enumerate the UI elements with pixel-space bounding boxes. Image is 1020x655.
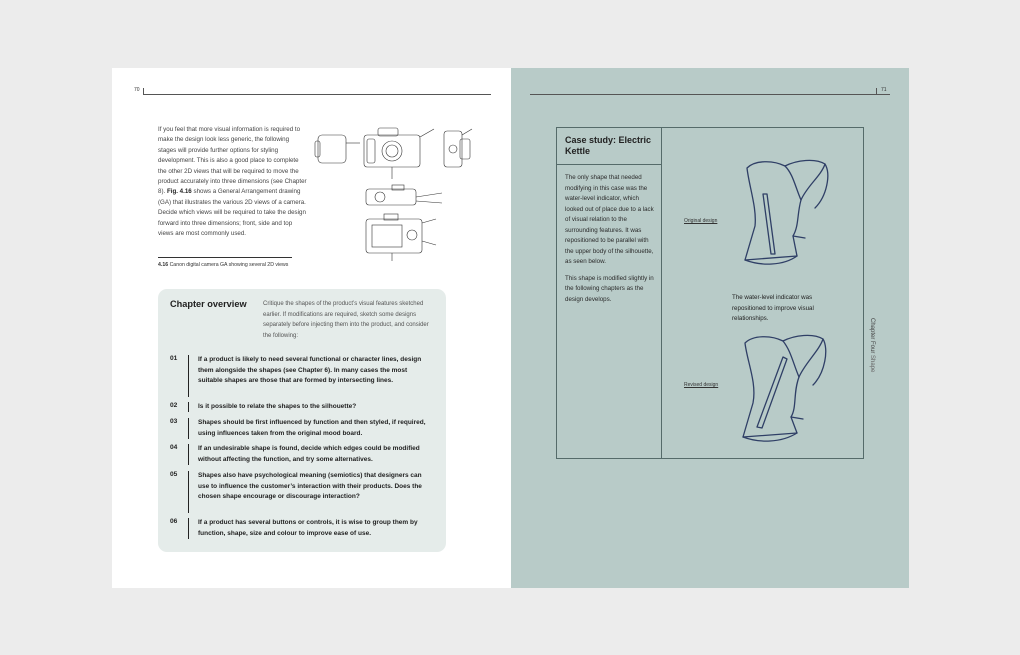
- chapter-overview-intro: Critique the shapes of the product’s visual features sketched earlier. If modifications are required, sketch some designs separately before injecting them into the product, and consider the following:: [263, 301, 429, 339]
- right-page: [511, 68, 909, 588]
- overview-item-number: 04: [170, 444, 178, 451]
- case-study-text: [565, 173, 655, 311]
- overview-item-number: 03: [170, 418, 178, 425]
- camera-front-view: [364, 135, 420, 167]
- overview-item-number: 01: [170, 355, 178, 362]
- chapter-overview-panel: [158, 289, 446, 552]
- caption-number: 4.16: [158, 262, 169, 268]
- body-text-part2: shows a General Arrangement drawing (GA) that illustrates the various 2D views of a camera. Decide which views will be required to take the design forward into three dimensions; front, side and top views are most commonly used.: [158, 188, 306, 238]
- overview-item-number: 02: [170, 402, 178, 409]
- overview-item-number: 05: [170, 471, 178, 478]
- page-number: 70: [134, 87, 140, 93]
- overview-item-text: If a product is likely to need several functional or character lines, design them alongside the shapes (see Chapter 6). In many cases the most suitable shapes are those that are formed by intersecting lines.: [198, 356, 422, 384]
- side-tab-topic: Shape: [869, 355, 875, 373]
- camera-ga-drawing: [312, 123, 497, 268]
- body-text-part1: If you feel that more visual information is required to make the design look less generic, the following stages will provide further options for styling development. This is also a good place to complete the other 2D views that will be required to move the product accurately into three dimensions (see Chapter 8).: [158, 126, 307, 196]
- overview-item-bar: [188, 355, 189, 397]
- left-page: [112, 68, 511, 588]
- side-tab-chapter: Chapter Four: [869, 318, 875, 354]
- overview-item-bar: [188, 418, 189, 439]
- body-paragraph: [158, 125, 308, 239]
- case-paragraph: This shape is modified slightly in the following chapters as the design develops.: [565, 274, 654, 303]
- header-rule: [530, 94, 890, 95]
- kettle-sketch-revised: [735, 331, 835, 449]
- page-number: 71: [881, 87, 887, 93]
- kettle-label-original: Original design: [684, 218, 718, 224]
- caption-text: Canon digital camera GA showing several 2D views: [169, 262, 289, 268]
- case-study-box: [556, 127, 864, 459]
- kettle-note: The water-level indicator was repositioned to improve visual relationships.: [732, 294, 814, 322]
- chapter-overview-title: Chapter overview: [170, 299, 247, 309]
- overview-item-bar: [188, 518, 189, 539]
- caption-rule: [158, 257, 292, 258]
- camera-back-view: [366, 219, 422, 253]
- camera-top-view: [366, 189, 416, 205]
- case-title-rule: [557, 164, 661, 165]
- camera-side-view-right: [444, 131, 462, 167]
- case-study-title: Case study: Electric Kettle: [565, 135, 652, 156]
- overview-item-text: Shapes also have psychological meaning (semiotics) that designers can use to influence the customer’s interaction with their products. Does the chosen shape encourage or discourage interaction?: [198, 472, 422, 500]
- overview-item-text: Shapes should be first influenced by function and then styled, if required, using influences taken from the original mood board.: [198, 419, 426, 437]
- header-rule: [143, 94, 491, 95]
- case-study-divider: [661, 128, 662, 458]
- overview-item-bar: [188, 444, 189, 465]
- case-paragraph: The only shape that needed modifying in this case was the water-level indicator, which looked out of place due to a lack of visual relation to the surrounding features. It was repositioned to be parallel with the upper body of the silhouette, as seen below.: [565, 174, 654, 265]
- header-tick: [876, 88, 877, 94]
- figure-caption: [158, 262, 288, 268]
- figure-reference: Fig. 4.16: [166, 188, 192, 196]
- kettle-label-revised: Revised design: [684, 382, 719, 388]
- overview-item-bar: [188, 402, 189, 412]
- camera-side-view-left: [318, 135, 346, 163]
- overview-item-text: If an undesirable shape is found, decide which edges could be modified without affecting the function, and try some alternatives.: [198, 445, 420, 463]
- overview-item-number: 06: [170, 518, 178, 525]
- overview-item-text: Is it possible to relate the shapes to the silhouette?: [198, 403, 357, 410]
- chapter-side-tab: [869, 318, 875, 372]
- kettle-sketch-original: [735, 156, 835, 274]
- book-spread: [112, 68, 909, 588]
- overview-item-text: If a product has several buttons or controls, it is wise to group them by function, shape, size and colour to improve ease of use.: [198, 519, 418, 537]
- overview-item-bar: [188, 471, 189, 513]
